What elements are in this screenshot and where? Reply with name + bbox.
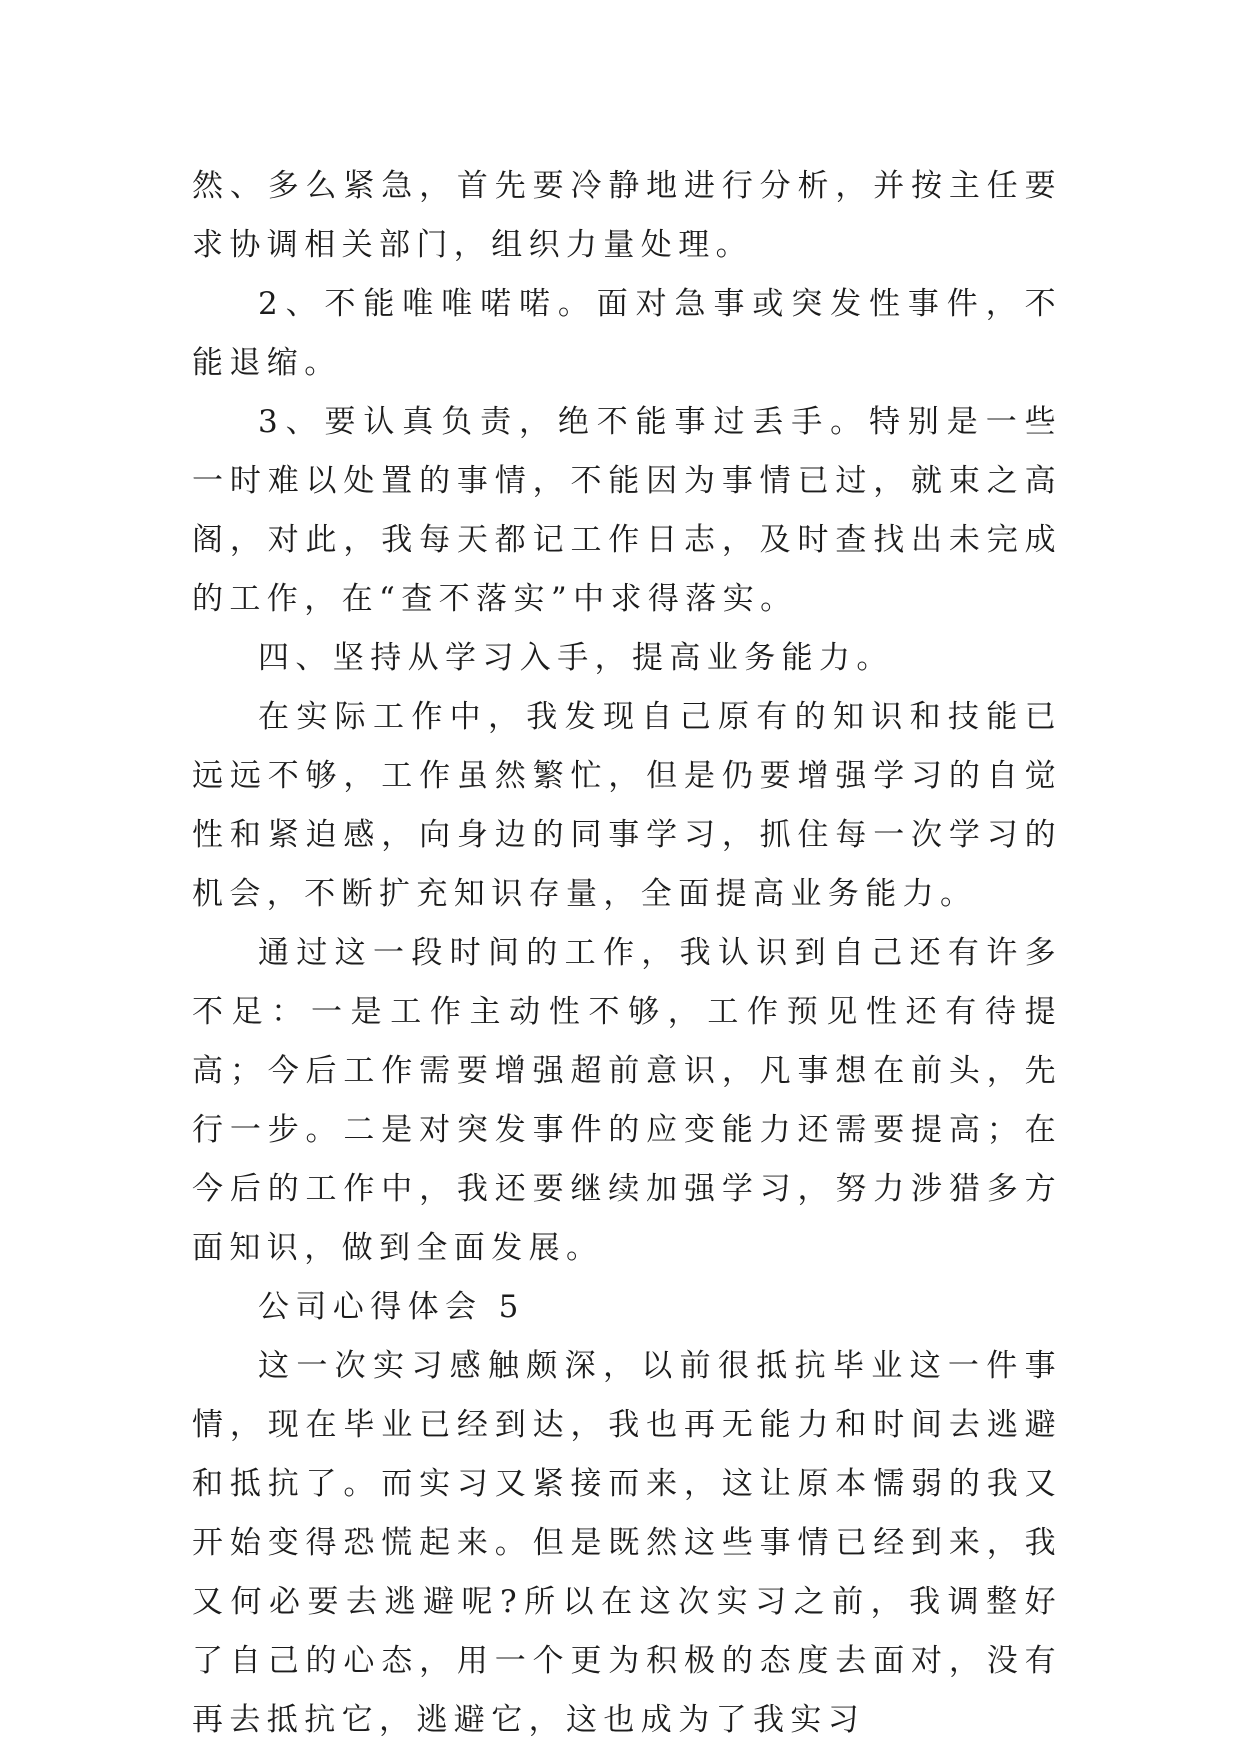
section-heading-4: 四、坚持从学习入手，提高业务能力。: [258, 640, 894, 676]
paragraph-point-2: 2、不能唯唯喏喏。面对急事或突发性事件，不能退缩。: [192, 286, 1062, 381]
paragraph-shortcomings: 通过这一段时间的工作，我认识到自己还有许多不足：一是工作主动性不够，工作预见性还有待提高；今后工作需要增强超前意识，凡事想在前头，先行一步。二是对突发事件的应变能力还需要提高；在今后的工作中，我还要继续加强学习，努力涉猎多方面知识，做到全面发展。: [192, 935, 1062, 1266]
paragraph-internship: 这一次实习感触颇深，以前很抵抗毕业这一件事情，现在毕业已经到达，我也再无能力和时间去逃避和抵抗了。而实习又紧接而来，这让原本懦弱的我又开始变得恐慌起来。但是既然这些事情已经到来，我又何必要去逃避呢?所以在这次实习之前，我调整好了自己的心态，用一个更为积极的态度去面对，没有再去抵抗它，逃避它，这也成为了我实习: [192, 1348, 1062, 1738]
section-title-5: 公司心得体会 5: [258, 1289, 525, 1325]
paragraph-continuation: 然、多么紧急，首先要冷静地进行分析，并按主任要求协调相关部门，组织力量处理。: [192, 168, 1062, 263]
document-body: [192, 157, 1062, 1750]
paragraph-point-3: 3、要认真负责，绝不能事过丢手。特别是一些一时难以处置的事情，不能因为事情已过，就束之高阁，对此，我每天都记工作日志，及时查找出未完成的工作，在“查不落实”中求得落实。: [192, 404, 1062, 617]
paragraph-learning: 在实际工作中，我发现自己原有的知识和技能已远远不够，工作虽然繁忙，但是仍要增强学习的自觉性和紧迫感，向身边的同事学习，抓住每一次学习的机会，不断扩充知识存量，全面提高业务能力。: [192, 699, 1062, 912]
